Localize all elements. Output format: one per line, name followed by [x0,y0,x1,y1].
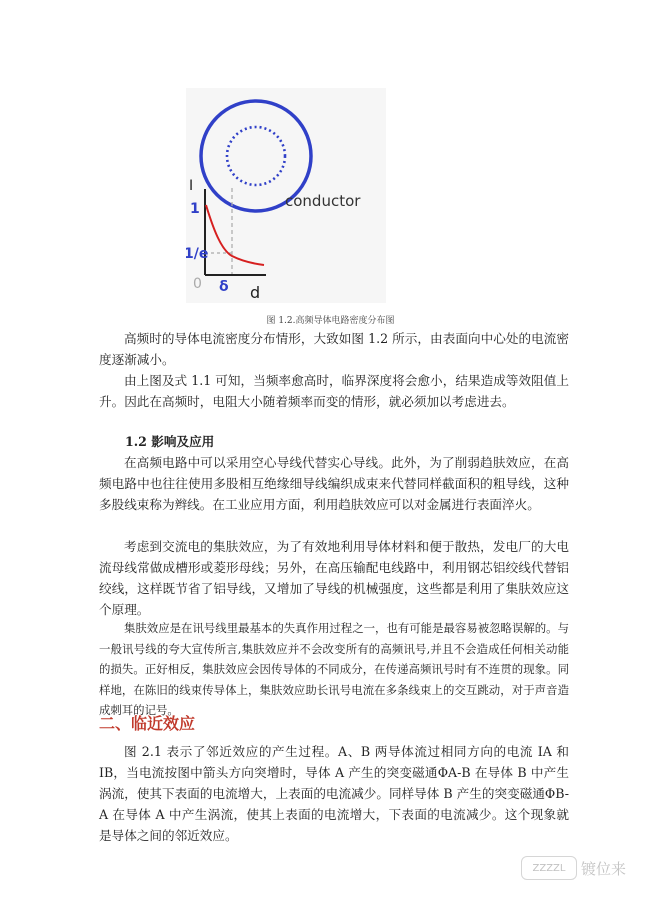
watermark-text: 镀位来 [581,859,627,878]
axis-label-d: d [250,283,261,302]
section-title: 二、临近效应 [99,714,196,733]
tick-1-over-e: 1/e [186,246,209,262]
paragraph-6: 图 2.1 表示了邻近效应的产生过程。A、B 两导体流过相同方向的电流 IA 和 IB，当电流按图中箭头方向突增时，导体 A 产生的突变磁通ΦA-B 在导体 B 中产生涡流，使其下表面的电流增大，上表面的电流减少。同样导体 B 产生的突变磁通ΦB-A 在导体 A 中产生涡流，使其上表面的电流增大，下表面的电流减少。这个现象就是导体之间的邻近效应。 [99,744,569,843]
subheading-1-2: 1.2 影响及应用 [125,434,215,449]
figure-caption: 图 1.2.高频导体电路密度分布图 [266,316,395,326]
watermark-logo: ZZZZL [521,856,577,880]
paragraph-3: 在高频电路中可以采用空心导线代替实心导线。此外，为了削弱趋肤效应，在高频电路中也往往使用多股相互绝缘细导线编织成束来代替同样截面积的粗导线，这种多股线束称为辫线。在工业应用方面，利用趋肤效应可以对金属进行表面淬火。 [99,455,569,512]
figure-current-density [186,88,386,303]
tick-1: 1 [190,201,200,217]
paragraph-2: 由上图及式 1.1 可知，当频率愈高时，临界深度将会愈小，结果造成等效阻值上升。因此在高频时，电阻大小随着频率而变的情形，就必须加以考虑进去。 [99,373,569,409]
tick-0: 0 [193,276,202,292]
paragraph-4: 考虑到交流电的集肤效应，为了有效地利用导体材料和便于散热，发电厂的大电流母线常做成槽形或菱形母线；另外，在高压输配电线路中，利用钢芯铝绞线代替铝绞线，这样既节省了铝导线，又增加了导线的机械强度，这些都是利用了集肤效应这个原理。 [99,539,569,617]
conductor-diagram [186,88,386,303]
paragraph-5: 集肤效应是在讯号线里最基本的失真作用过程之一，也有可能是最容易被忽略误解的。与一般讯号线的夸大宣传所言,集肤效应并不会改变所有的高频讯号,并且不会造成任何相关动能的损失。正好相反，集肤效应会因传导体的不同成分，在传递高频讯号时有不连贯的现象。同样地，在陈旧的线束传导体上，集肤效应助长讯号电流在多条线束上的交互跳动，对于声音造成刺耳的记号。 [99,621,569,717]
tick-delta: δ [219,279,229,295]
label-conductor: conductor [285,192,361,210]
paragraph-1: 高频时的导体电流密度分布情形，大致如图 1.2 所示，由表面向中心处的电流密度逐渐减小。 [99,331,569,367]
axis-label-i: I [189,178,194,194]
watermark [521,856,626,880]
